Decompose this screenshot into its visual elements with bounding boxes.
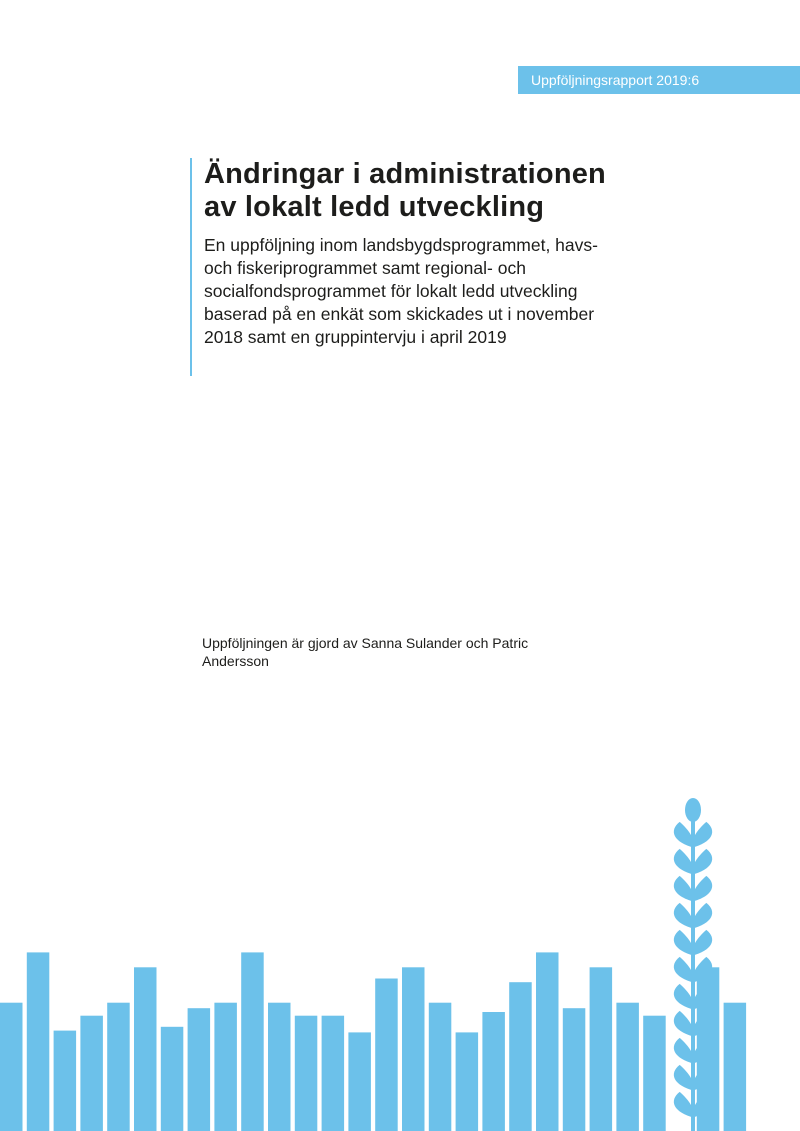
decor-bar: [295, 1016, 318, 1131]
decor-bar: [456, 1032, 479, 1131]
decor-bar: [482, 1012, 505, 1131]
subtitle: [204, 234, 650, 349]
report-number-label: Uppföljningsrapport 2019:6: [531, 72, 700, 88]
subtitle-line-3: socialfondsprogrammet för lokalt ledd utveckling: [204, 281, 578, 301]
authors-line-1: Uppföljningen är gjord av Sanna Sulander och Patric: [202, 635, 529, 651]
decor-bar: [54, 1031, 77, 1131]
decor-bar: [27, 952, 50, 1131]
decor-bar: [268, 1003, 291, 1131]
title-line-2: av lokalt ledd utveckling: [204, 191, 545, 223]
decor-bar: [80, 1016, 103, 1131]
title-block: [190, 158, 650, 376]
decor-bar: [214, 1003, 237, 1131]
stalk-top-leaf: [685, 798, 701, 822]
decor-bar: [643, 1016, 666, 1131]
decor-bar: [616, 1003, 639, 1131]
decor-bar: [241, 952, 264, 1131]
report-number-tag: [518, 66, 800, 94]
decor-bar: [107, 1003, 130, 1131]
decor-bar: [0, 1003, 23, 1131]
decor-bar: [161, 1027, 184, 1131]
decor-bar: [322, 1016, 345, 1131]
decor-bar: [375, 979, 398, 1131]
title-line-1: Ändringar i administrationen: [204, 158, 606, 190]
authors-line-2: Andersson: [202, 653, 269, 669]
decor-bar: [590, 967, 613, 1131]
decor-bar: [563, 1008, 586, 1131]
decorative-bars-illustration: [0, 790, 800, 1131]
subtitle-line-2: och fiskeriprogrammet samt regional- och: [204, 258, 526, 278]
page-title: [204, 158, 650, 224]
decor-bar: [724, 1003, 747, 1131]
decor-bar: [402, 967, 425, 1131]
decor-bar: [509, 982, 532, 1131]
subtitle-line-5: 2018 samt en gruppintervju i april 2019: [204, 327, 507, 347]
wheat-stalk-icon: [670, 798, 717, 1131]
authors-note: [202, 634, 582, 670]
bar-group: [0, 952, 746, 1131]
subtitle-line-1: En uppföljning inom landsbygdsprogrammet, havs-: [204, 235, 598, 255]
decor-bar: [188, 1008, 211, 1131]
decor-bar: [536, 952, 559, 1131]
decor-bar: [429, 1003, 452, 1131]
subtitle-line-4: baserad på en enkät som skickades ut i november: [204, 304, 595, 324]
decor-bar: [134, 967, 157, 1131]
decor-bar: [348, 1032, 371, 1131]
